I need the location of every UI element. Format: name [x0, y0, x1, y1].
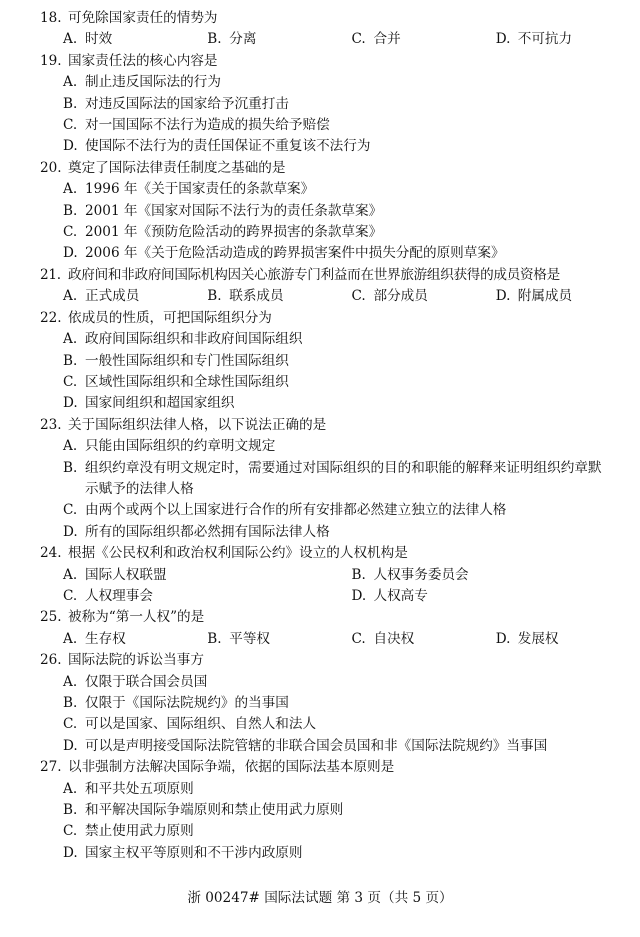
option-c: C. 由两个或两个以上国家进行合作的所有安排都必然建立独立的法律人格 — [63, 502, 507, 519]
question-stem: 以非强制方法解决国际争端，依据的国际法基本原则是 — [68, 759, 395, 776]
option-c: C. 对一国国际不法行为造成的损失给予赔偿 — [63, 117, 330, 134]
option-b: B. 平等权 — [207, 630, 271, 647]
option-d: D. 2006 年《关于危险活动造成的跨界损害案件中损失分配的原则草案》 — [63, 245, 505, 262]
option-a: A. 制止违反国际法的行为 — [63, 74, 221, 91]
question-20 — [0, 158, 640, 265]
option-a: A. 生存权 — [63, 630, 126, 647]
option-d: D. 人权高专 — [351, 587, 428, 604]
option-c: C. 区域性国际组织和全球性国际组织 — [63, 373, 289, 390]
question-stem: 根据《公民权利和政治权利国际公约》设立的人权机构是 — [68, 545, 408, 562]
option-b: B. 和平解决国际争端原则和禁止使用武力原则 — [63, 802, 344, 819]
question-number: 19. — [40, 52, 62, 69]
option-a: A. 正式成员 — [63, 288, 140, 305]
question-number: 24. — [40, 545, 62, 562]
option-b: B. 仅限于《国际法院规约》的当事国 — [63, 695, 289, 711]
option-d: D. 发展权 — [495, 630, 559, 647]
question-18 — [0, 8, 640, 51]
question-number: 23. — [40, 416, 62, 433]
options-row — [0, 565, 640, 586]
option-a: A. 时效 — [63, 31, 113, 48]
question-25 — [0, 607, 640, 650]
options-row — [0, 29, 640, 50]
option-a: A. 政府间国际组织和非政府间国际组织 — [63, 331, 303, 348]
option-b: B. 人权事务委员会 — [351, 566, 469, 583]
options-row — [0, 629, 640, 650]
options-row — [0, 286, 640, 307]
option-c: C. 自决权 — [351, 630, 415, 647]
question-stem: 被称为“第一人权”的是 — [68, 609, 205, 626]
question-number: 20. — [40, 159, 62, 176]
question-27 — [0, 757, 640, 864]
option-a: A. 国际人权联盟 — [63, 566, 167, 583]
question-number: 21. — [40, 266, 61, 283]
question-number: 18. — [40, 10, 62, 26]
option-b: B. 2001 年《国家对国际不法行为的责任条款草案》 — [63, 202, 383, 219]
option-c: C. 禁止使用武力原则 — [63, 823, 194, 840]
option-c: C. 2001 年《预防危险活动的跨界损害的条款草案》 — [63, 224, 383, 241]
option-d: D. 附属成员 — [495, 288, 573, 305]
option-c: C. 部分成员 — [351, 288, 428, 305]
option-b: B. 联系成员 — [207, 288, 284, 305]
question-stem: 国际法院的诉讼当事方 — [68, 652, 204, 669]
question-24 — [0, 543, 640, 607]
question-21 — [0, 265, 640, 308]
option-c: C. 合并 — [351, 31, 401, 48]
option-b: B. 一般性国际组织和专门性国际组织 — [63, 352, 289, 369]
question-23 — [0, 415, 640, 543]
question-19 — [0, 51, 640, 158]
question-number: 25. — [40, 609, 62, 626]
option-a: A. 和平共处五项原则 — [63, 780, 194, 797]
option-d: D. 不可抗力 — [495, 31, 573, 48]
option-d: D. 所有的国际组织都必然拥有国际法律人格 — [63, 523, 330, 540]
exam-page — [0, 8, 640, 937]
question-number: 26. — [40, 652, 62, 669]
option-a: A. 仅限于联合国会员国 — [63, 673, 208, 690]
question-stem: 国家责任法的核心内容是 — [68, 52, 218, 69]
option-b: B. 对违反国际法的国家给予沉重打击 — [63, 95, 289, 112]
question-number: 22. — [40, 309, 62, 326]
option-b: B. 分离 — [207, 31, 257, 48]
option-d: D. 使国际不法行为的责任国保证不重复该不法行为 — [63, 138, 371, 155]
page-footer: 浙 00247# 国际法试题 第 3 页（共 5 页） — [187, 890, 453, 906]
option-d: D. 可以是声明接受国际法院管辖的非联合国会员国和非《国际法院规约》当事国 — [63, 737, 548, 754]
question-stem: 可免除国家责任的情势为 — [68, 10, 218, 26]
question-number: 27. — [40, 759, 62, 776]
option-b: B. 组织约章没有明文规定时，需要通过对国际组织的目的和职能的解释来证明组织约章默示赋予的法律人格 — [63, 459, 602, 497]
question-22 — [0, 308, 640, 415]
option-d: D. 国家主权平等原则和不干涉内政原则 — [63, 844, 303, 861]
question-stem: 关于国际组织法律人格，以下说法正确的是 — [68, 416, 327, 433]
question-stem: 奠定了国际法律责任制度之基础的是 — [68, 159, 286, 176]
option-a: A. 1996 年《关于国家责任的条款草案》 — [63, 181, 315, 198]
option-c: C. 可以是国家、国际组织、自然人和法人 — [63, 716, 317, 733]
question-stem: 依成员的性质，可把国际组织分为 — [68, 309, 272, 326]
options-row — [0, 586, 640, 607]
option-c: C. 人权理事会 — [63, 587, 153, 604]
option-d: D. 国家间组织和超国家组织 — [63, 395, 235, 412]
question-26 — [0, 650, 640, 757]
option-a: A. 只能由国际组织的约章明文规定 — [63, 438, 276, 455]
question-stem: 政府间和非政府间国际机构因关心旅游专门利益而在世界旅游组织获得的成员资格是 — [68, 266, 560, 283]
